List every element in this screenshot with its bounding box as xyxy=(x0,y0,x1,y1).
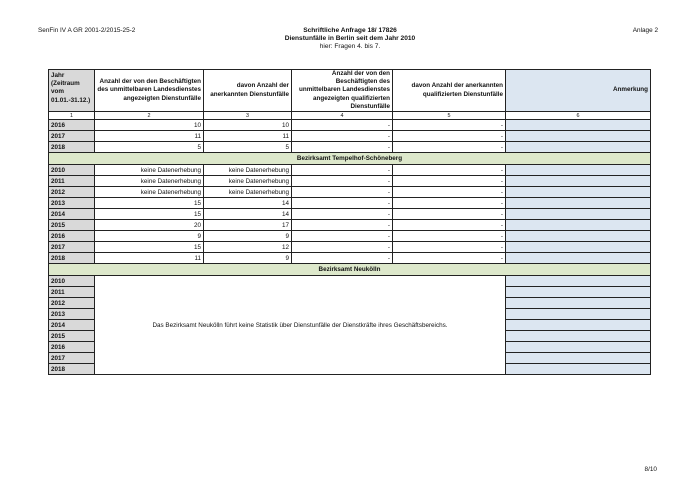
row-reported: 9 xyxy=(95,231,204,242)
row-reported: keine Datenerhebung xyxy=(95,176,204,187)
row-year: 2016 xyxy=(49,231,95,242)
row-remark xyxy=(506,276,651,287)
header-recognized: davon Anzahl der anerkannten Dienstunfälle xyxy=(204,70,292,112)
table-row xyxy=(49,165,651,176)
row-qualified-recognized: - xyxy=(393,231,506,242)
table-header-row xyxy=(49,70,651,112)
row-qualified-recognized: - xyxy=(393,209,506,220)
table-row xyxy=(49,209,651,220)
section-neukoelln xyxy=(49,264,651,276)
row-remark xyxy=(506,342,651,353)
row-qualified-reported: - xyxy=(292,220,393,231)
row-year: 2015 xyxy=(49,220,95,231)
row-recognized: 14 xyxy=(204,198,292,209)
row-recognized: 9 xyxy=(204,253,292,264)
row-year: 2012 xyxy=(49,187,95,198)
row-qualified-reported: - xyxy=(292,165,393,176)
row-remark xyxy=(506,165,651,176)
row-reported: 20 xyxy=(95,220,204,231)
row-reported: 15 xyxy=(95,242,204,253)
title-block xyxy=(0,27,700,51)
row-qualified-reported: - xyxy=(292,209,393,220)
row-remark xyxy=(506,231,651,242)
row-recognized: 17 xyxy=(204,220,292,231)
row-recognized: keine Datenerhebung xyxy=(204,187,292,198)
row-remark xyxy=(506,176,651,187)
row-year: 2017 xyxy=(49,242,95,253)
row-qualified-recognized: - xyxy=(393,253,506,264)
row-remark xyxy=(506,353,651,364)
table-row xyxy=(49,120,651,131)
row-year: 2011 xyxy=(49,176,95,187)
row-year: 2016 xyxy=(49,120,95,131)
row-remark xyxy=(506,364,651,375)
title-line-1: Schriftliche Anfrage 18/ 17826 xyxy=(303,27,397,34)
page-number: 8/10 xyxy=(644,466,657,473)
row-recognized: keine Datenerhebung xyxy=(204,176,292,187)
table-row xyxy=(49,142,651,153)
table-row xyxy=(49,220,651,231)
row-reported: 15 xyxy=(95,198,204,209)
row-recognized: 5 xyxy=(204,142,292,153)
table-row xyxy=(49,187,651,198)
row-year: 2014 xyxy=(49,320,95,331)
appendix-label: Anlage 2 xyxy=(632,27,658,34)
header-qualified-recognized: davon Anzahl der anerkannten qualifizierten Dienstunfälle xyxy=(393,70,506,112)
row-remark xyxy=(506,142,651,153)
row-qualified-reported: - xyxy=(292,231,393,242)
row-remark xyxy=(506,253,651,264)
row-year: 2018 xyxy=(49,253,95,264)
row-qualified-reported: - xyxy=(292,176,393,187)
row-year: 2017 xyxy=(49,353,95,364)
row-recognized: 14 xyxy=(204,209,292,220)
header-qualified-reported: Anzahl der von den Beschäftigten des unmittelbaren Landesdienstes angezeigten qualifizierten Dienstunfälle xyxy=(292,70,393,112)
row-remark xyxy=(506,320,651,331)
row-qualified-recognized: - xyxy=(393,220,506,231)
row-recognized: 11 xyxy=(204,131,292,142)
row-year: 2017 xyxy=(49,131,95,142)
row-recognized: 12 xyxy=(204,242,292,253)
row-remark xyxy=(506,198,651,209)
row-reported: keine Datenerhebung xyxy=(95,165,204,176)
row-qualified-recognized: - xyxy=(393,176,506,187)
header-year: Jahr (Zeitraum vom 01.01.-31.12.) xyxy=(49,70,95,112)
row-qualified-recognized: - xyxy=(393,187,506,198)
row-year: 2015 xyxy=(49,331,95,342)
row-qualified-reported: - xyxy=(292,198,393,209)
table-row xyxy=(49,242,651,253)
row-remark xyxy=(506,131,651,142)
row-year: 2010 xyxy=(49,165,95,176)
row-qualified-recognized: - xyxy=(393,242,506,253)
row-reported: keine Datenerhebung xyxy=(95,187,204,198)
section-title: Bezirksamt Tempelhof-Schöneberg xyxy=(49,153,651,165)
row-remark xyxy=(506,187,651,198)
row-qualified-reported: - xyxy=(292,142,393,153)
row-reported: 11 xyxy=(95,253,204,264)
row-remark xyxy=(506,220,651,231)
table-row xyxy=(49,131,651,142)
table-row xyxy=(49,231,651,242)
column-number: 6 xyxy=(506,112,651,120)
column-number: 2 xyxy=(95,112,204,120)
row-year: 2014 xyxy=(49,209,95,220)
row-remark xyxy=(506,331,651,342)
title-line-2: Dienstunfälle in Berlin seit dem Jahr 2010 xyxy=(284,35,416,42)
row-year: 2016 xyxy=(49,342,95,353)
row-year: 2011 xyxy=(49,287,95,298)
table-row xyxy=(49,276,651,287)
row-year: 2012 xyxy=(49,298,95,309)
row-remark xyxy=(506,287,651,298)
row-qualified-reported: - xyxy=(292,187,393,198)
header-remark: Anmerkung xyxy=(506,70,651,112)
row-qualified-reported: - xyxy=(292,253,393,264)
row-qualified-reported: - xyxy=(292,242,393,253)
row-qualified-recognized: - xyxy=(393,131,506,142)
table-row xyxy=(49,198,651,209)
row-year: 2010 xyxy=(49,276,95,287)
section-tempelhof-schoeneberg xyxy=(49,153,651,165)
row-qualified-reported: - xyxy=(292,120,393,131)
table-row xyxy=(49,253,651,264)
document-reference: SenFin IV A GR 2001-2/2015-25-2 xyxy=(38,27,136,34)
column-number: 5 xyxy=(393,112,506,120)
subtitle: hier: Fragen 4. bis 7. xyxy=(319,43,381,50)
row-recognized: 10 xyxy=(204,120,292,131)
column-number-row xyxy=(49,112,651,120)
row-remark xyxy=(506,209,651,220)
row-remark xyxy=(506,242,651,253)
column-number: 1 xyxy=(49,112,95,120)
section-title: Bezirksamt Neukölln xyxy=(49,264,651,276)
accident-table xyxy=(48,69,651,375)
row-remark xyxy=(506,298,651,309)
row-remark xyxy=(506,309,651,320)
table-row xyxy=(49,176,651,187)
row-qualified-recognized: - xyxy=(393,198,506,209)
row-year: 2013 xyxy=(49,198,95,209)
row-qualified-recognized: - xyxy=(393,120,506,131)
row-reported: 5 xyxy=(95,142,204,153)
row-qualified-reported: - xyxy=(292,131,393,142)
row-remark xyxy=(506,120,651,131)
row-recognized: 9 xyxy=(204,231,292,242)
row-qualified-recognized: - xyxy=(393,142,506,153)
row-reported: 10 xyxy=(95,120,204,131)
row-reported: 11 xyxy=(95,131,204,142)
neukoelln-note: Das Bezirksamt Neukölln führt keine Statistik über Dienstunfälle der Dienstkräfte ihres Geschäftsbereichs. xyxy=(95,276,506,375)
row-qualified-recognized: - xyxy=(393,165,506,176)
row-year: 2018 xyxy=(49,142,95,153)
row-reported: 15 xyxy=(95,209,204,220)
row-year: 2018 xyxy=(49,364,95,375)
column-number: 4 xyxy=(292,112,393,120)
header-reported: Anzahl der von den Beschäftigten des unmittelbaren Landesdienstes angezeigten Dienstunfälle xyxy=(95,70,204,112)
row-recognized: keine Datenerhebung xyxy=(204,165,292,176)
column-number: 3 xyxy=(204,112,292,120)
row-year: 2013 xyxy=(49,309,95,320)
